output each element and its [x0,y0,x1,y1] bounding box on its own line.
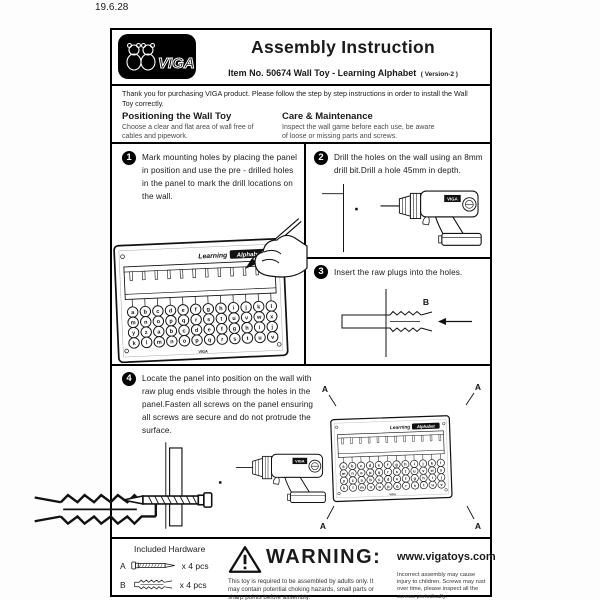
item-number: Item No. 50674 Wall Toy - Learning Alphabet [228,68,417,78]
warning-title: WARNING: [266,546,382,568]
care-title: Care & Maintenance [282,111,373,122]
step-4-badge: 4 [122,372,136,386]
brand-logo-text: VIGA [158,55,195,72]
brand-logo [118,34,196,79]
bears-icon [127,44,155,71]
corner-a-label: A [321,384,329,394]
drill-icon [381,191,482,245]
hardware-item-a [120,559,209,572]
corner-a-label: A [474,382,482,392]
step-3 [306,259,490,364]
hardware-title: Included Hardware [134,544,206,554]
website-url: www.vigatoys.com [397,551,496,563]
intro-text: Thank you for purchasing VIGA product. Please follow the step by step instructions in order to install the Wall Toy correctly. [122,89,468,108]
screw-icon [123,493,212,507]
hardware-key: A [120,560,126,571]
step-1-illustration [112,216,307,362]
step-2-illustration [310,182,488,256]
step-4-wall-illustration [124,438,314,533]
step-3-badge: 3 [314,265,328,279]
document-frame [110,28,496,600]
intro-section [112,86,490,142]
step-3-text: Insert the raw plugs into the holes. [334,268,463,277]
date-stamp: 19.6.28 [95,2,129,13]
step-4-panel-illustration [315,378,487,533]
step-2-text: Drill the holes on the wall using an 8mm drill bit.Drill a hole 45mm in depth. [334,153,483,175]
hardware-key: B [120,579,126,590]
hardware-item-b [120,577,207,592]
version-label: ( Version-2 ) [420,71,458,78]
drill-icon [236,454,326,502]
raw-plug-icon [342,312,432,332]
warning-triangle-icon [228,544,262,575]
arrow-icon [438,318,446,325]
step-1-text: Mark mounting holes by placing the panel in position and use the pre - drilled holes in the panel to mark the drill locations on the wall. [142,153,298,201]
step-1-badge: 1 [122,151,136,165]
positioning-title: Positioning the Wall Toy [122,111,232,122]
item-line [196,63,490,81]
screw-icon [131,559,177,572]
step-3-illustration [324,289,484,357]
raw-plug-icon [131,577,175,592]
positioning-text: Choose a clear and flat area of wall free of cables and pipework. [122,124,254,141]
hardware-qty: x 4 pcs [179,579,207,590]
website-text: Incorrect assembly may cause injury to children. Screws may rust over time, please inspect all the screws periodically. [397,572,486,600]
footer [112,539,496,600]
warning-text: This toy is required to be assembled by adults only. It may contain potential choking hazards, small parts or sharp points before assembly. [228,578,374,600]
hardware-qty: x 4 pcs [181,560,209,571]
corner-a-label: A [319,521,327,531]
step-1 [112,142,304,364]
step-4 [112,366,490,537]
step-2 [306,142,490,257]
care-text: Inspect the wall game before each use, be aware of loose or missing parts and screws. [282,124,435,141]
page-title: Assembly Instruction [251,37,435,57]
corner-a-label: A [474,521,482,531]
step-4-text: Locate the panel into position on the wall with raw plug ends visible through the holes in the panel.Fasten all screws on the panel ensuring all screws are secure and do not protrude the surface. [142,374,314,435]
step-2-badge: 2 [314,151,328,165]
header [112,30,490,84]
plug-key-label: B [422,297,430,307]
